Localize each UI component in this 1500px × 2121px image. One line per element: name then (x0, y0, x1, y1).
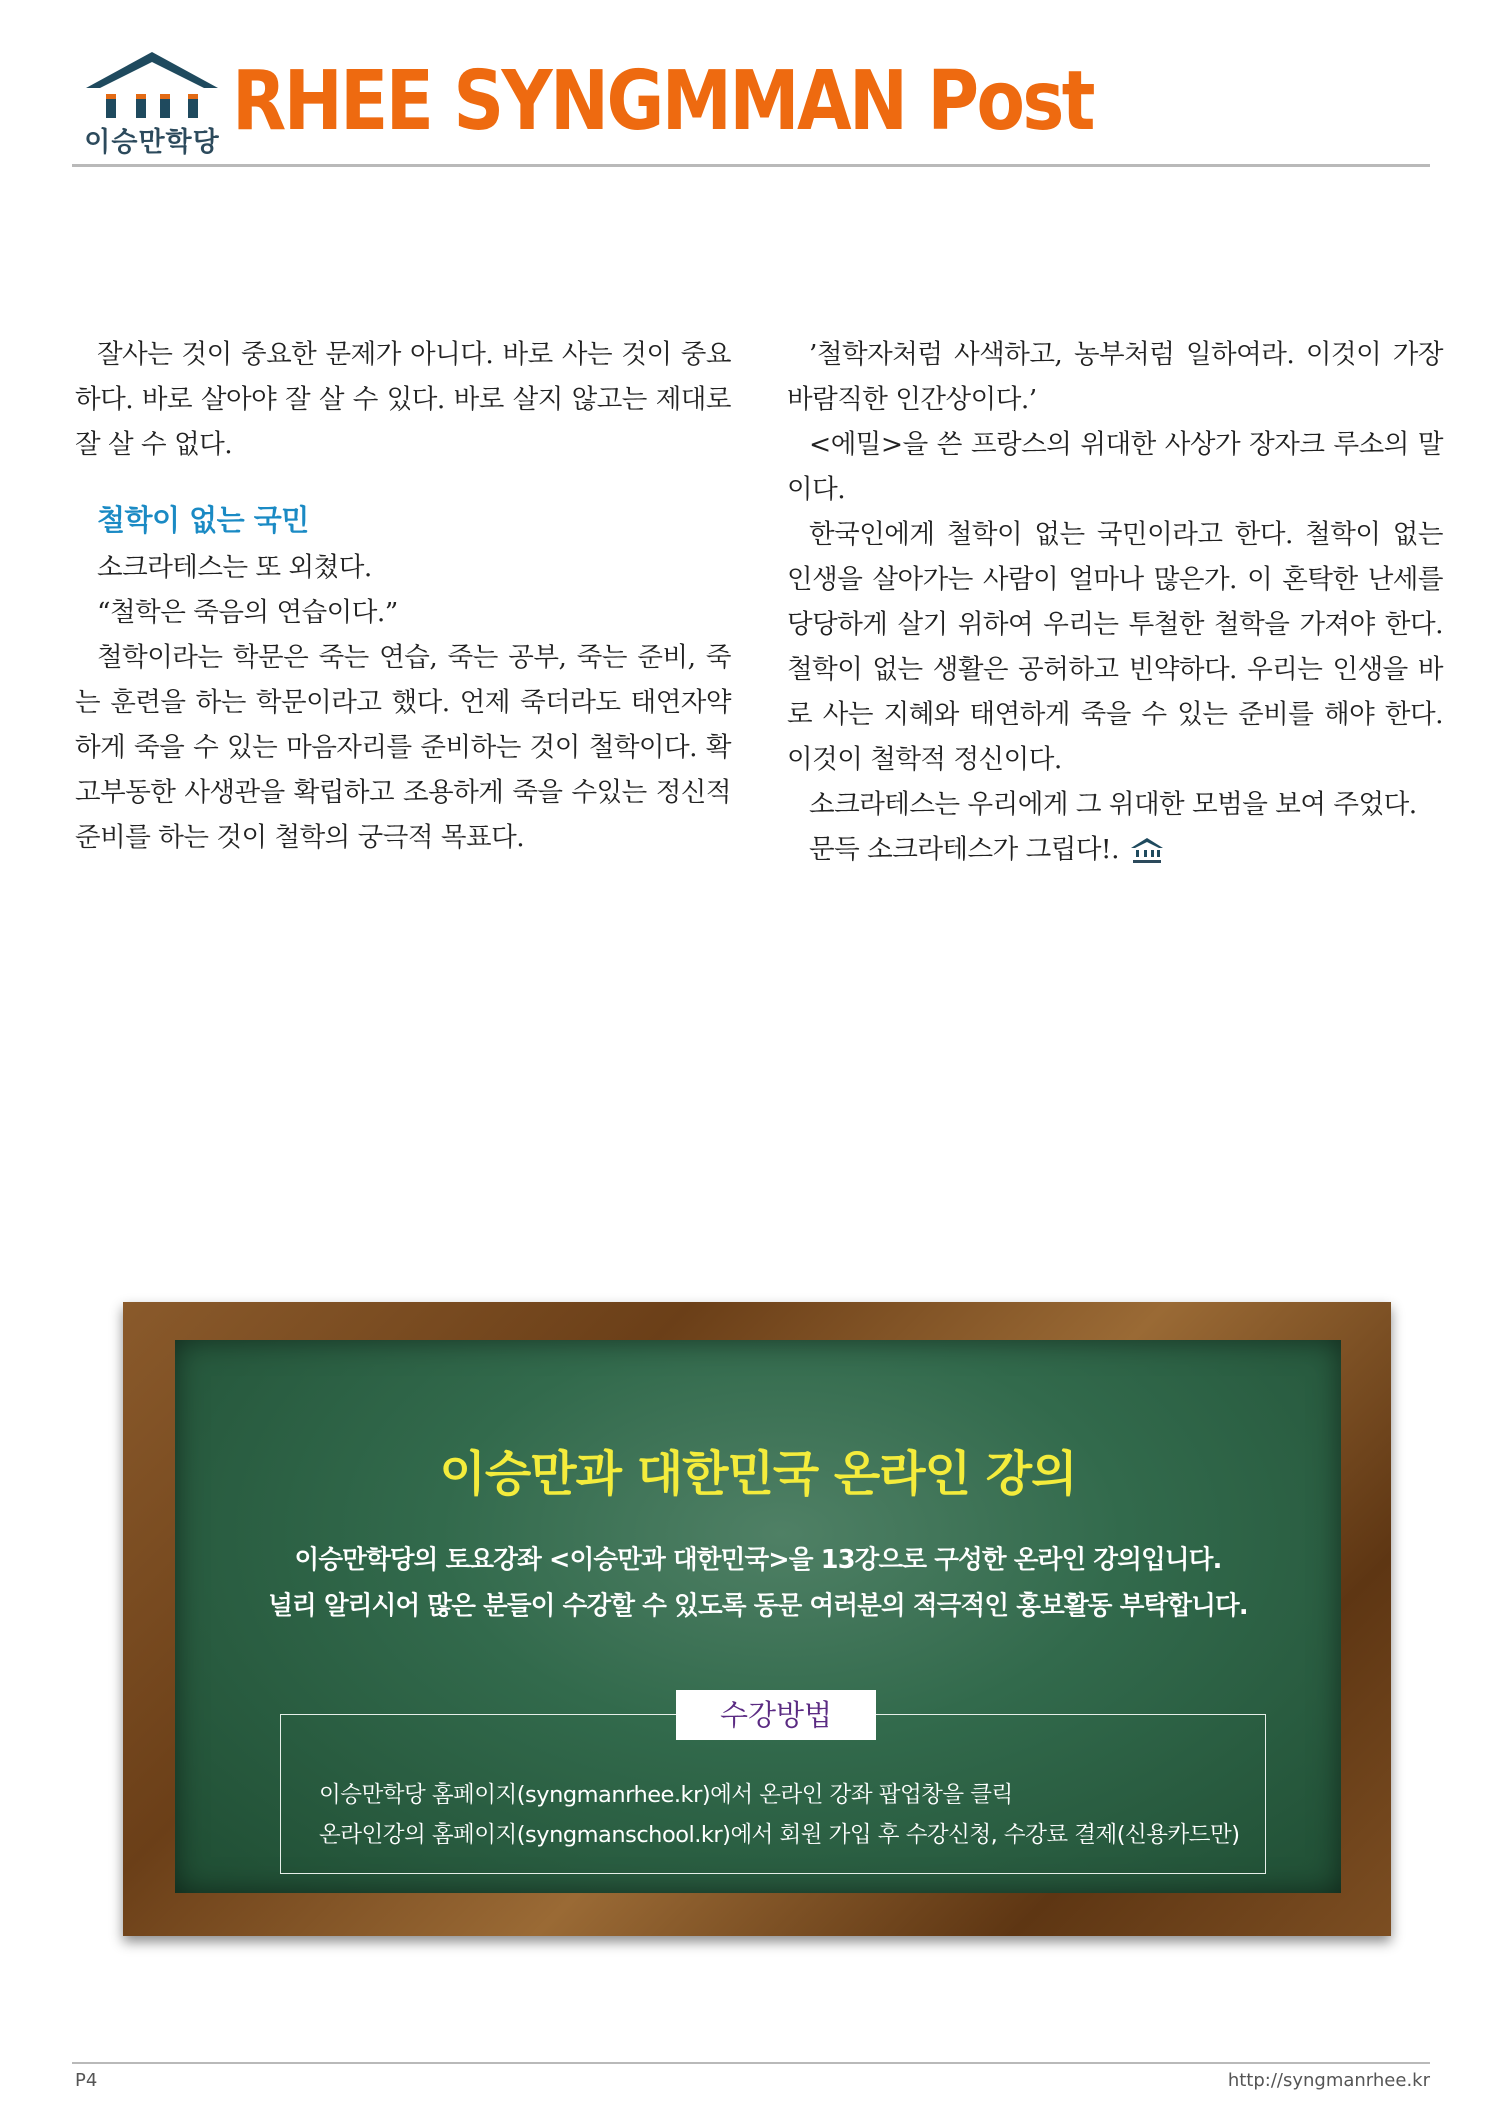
article-right-column (787, 332, 1443, 872)
house-logo-icon (84, 50, 220, 122)
banner-title: 이승만과 대한민국 온라인 강의 (439, 1446, 1077, 1502)
publication-title: RHEE SYNGMMAN Post (232, 54, 1093, 149)
chalkboard-surface (175, 1340, 1341, 1893)
closing-paragraph (787, 827, 1443, 872)
footer-divider (72, 2062, 1430, 2064)
paragraph: <에밀>을 쓴 프랑스의 위대한 사상가 장자크 루소의 말이다. (787, 429, 1443, 505)
paragraph: 철학이라는 학문은 죽는 연습, 죽는 공부, 죽는 준비, 죽는 훈련을 하는 학문이라고 했다. 언제 죽더라도 태연자약하게 죽을 수 있는 마음자리를 준비하는 것이 철학이다. 확고부동한 사생관을 확립하고 조용하게 죽을 수있는 정신적 준비를 하는 것이 철학의 궁극적 목표다. (75, 642, 731, 853)
banner-description-line: 이승만학당의 토요강좌 <이승만과 대한민국>을 13강으로 구성한 온라인 강의입니다. (294, 1545, 1222, 1575)
section-subheading: 철학이 없는 국민 (97, 503, 309, 537)
school-logo (72, 50, 232, 158)
paragraph: 소크라테스는 우리에게 그 위대한 모범을 보여 주었다. (809, 789, 1417, 820)
quote-paragraph: “철학은 죽음의 연습이다.” (97, 597, 398, 628)
paragraph: 소크라테스는 또 외쳤다. (97, 552, 372, 583)
header-divider (72, 164, 1430, 167)
closing-text: 문득 소크라테스가 그립다!. (809, 834, 1120, 865)
enrollment-box (280, 1698, 1266, 1874)
banner-description-line: 널리 알리시어 많은 분들이 수강할 수 있도록 동문 여러분의 적극적인 홍보활동 부탁합니다. (268, 1591, 1248, 1621)
end-mark-logo-icon (1127, 836, 1167, 866)
enrollment-step: 온라인강의 홈페이지(syngmanschool.kr)에서 회원 가입 후 수강신청, 수강료 결제(신용카드만) (319, 1822, 1240, 1848)
logo-text: 이승만학당 (84, 127, 220, 158)
chalkboard-banner (123, 1302, 1391, 1936)
page-header (72, 44, 1430, 170)
paragraph: 한국인에게 철학이 없는 국민이라고 한다. 철학이 없는 인생을 살아가는 사람이 얼마나 많은가. 이 혼탁한 난세를 당당하게 살기 위하여 우리는 투철한 철학을 가져야 한다. 철학이 없는 생활은 공허하고 빈약하다. 우리는 인생을 바로 사는 지혜와 태연하게 죽을 수 있는 준비를 해야 한다. 이것이 철학적 정신이다. (787, 519, 1443, 775)
page-number: P4 (75, 2070, 98, 2091)
quote-paragraph: ’철학자처럼 사색하고, 농부처럼 일하여라. 이것이 가장 바람직한 인간상이다.’ (787, 339, 1443, 415)
website-url: http://syngmanrhee.kr (1227, 2070, 1430, 2091)
enrollment-step: 이승만학당 홈페이지(syngmanrhee.kr)에서 온라인 강좌 팝업창을 클릭 (319, 1782, 1013, 1808)
intro-paragraph: 잘사는 것이 중요한 문제가 아니다. 바로 사는 것이 중요하다. 바로 살아야 잘 살 수 있다. 바로 살지 않고는 제대로 잘 살 수 없다. (75, 339, 731, 460)
enrollment-label: 수강방법 (676, 1690, 876, 1740)
article-left-column (75, 332, 731, 860)
